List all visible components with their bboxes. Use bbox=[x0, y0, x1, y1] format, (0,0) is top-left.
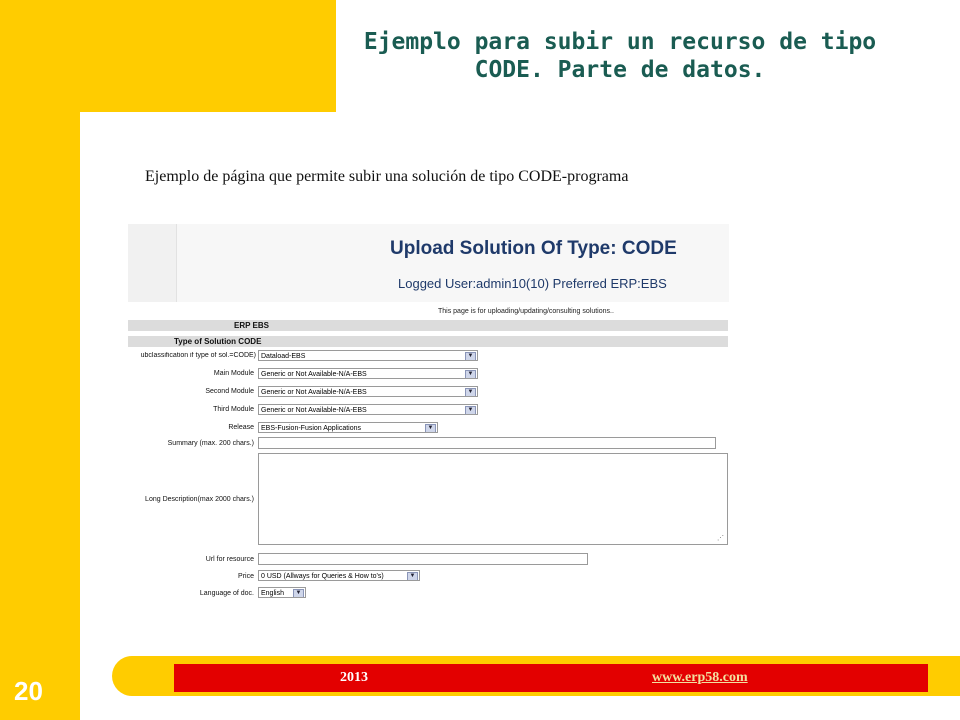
long-description-label: Long Description(max 2000 chars.) bbox=[145, 496, 254, 503]
slide-title-line2: CODE. Parte de datos. bbox=[474, 57, 766, 83]
release-label: Release bbox=[228, 424, 254, 431]
upload-form-screenshot bbox=[128, 224, 728, 602]
language-label: Language of doc. bbox=[199, 590, 254, 597]
main-module-select[interactable] bbox=[258, 368, 478, 379]
summary-label: Summary (max. 200 chars.) bbox=[167, 440, 254, 447]
url-label: Url for resource bbox=[205, 556, 254, 563]
slide-title bbox=[340, 28, 900, 84]
type-bar bbox=[128, 336, 728, 347]
price-select[interactable] bbox=[258, 570, 420, 581]
language-value: English bbox=[261, 590, 284, 597]
third-module-value: Generic or Not Available-N/A-EBS bbox=[261, 407, 367, 414]
footer-year: 2013 bbox=[340, 670, 368, 685]
slide-subtitle: Ejemplo de página que permite subir una solución de tipo CODE-programa bbox=[145, 168, 629, 185]
long-description-textarea[interactable] bbox=[258, 453, 728, 545]
chevron-down-icon: ▼ bbox=[465, 352, 476, 361]
chevron-down-icon: ▼ bbox=[425, 424, 436, 433]
second-module-select[interactable] bbox=[258, 386, 478, 397]
upload-header bbox=[128, 224, 728, 302]
release-select[interactable] bbox=[258, 422, 438, 433]
language-select[interactable] bbox=[258, 587, 306, 598]
slide-number: 20 bbox=[14, 676, 43, 706]
slide-title-line1: Ejemplo para subir un recurso de tipo bbox=[363, 29, 877, 55]
type-bar-label: Type of Solution CODE bbox=[174, 337, 262, 346]
subclass-label: ubclassification if type of sol.=CODE) bbox=[140, 352, 256, 359]
footer-red-band bbox=[174, 664, 928, 692]
chevron-down-icon: ▼ bbox=[465, 406, 476, 415]
summary-input[interactable] bbox=[258, 437, 716, 449]
chevron-down-icon: ▼ bbox=[407, 572, 418, 581]
footer-website-link[interactable]: www.erp58.com bbox=[652, 670, 748, 685]
third-module-select[interactable] bbox=[258, 404, 478, 415]
third-module-label: Third Module bbox=[213, 406, 254, 413]
erp-bar bbox=[128, 320, 728, 331]
price-label: Price bbox=[238, 573, 254, 580]
main-module-label: Main Module bbox=[213, 370, 254, 377]
second-module-label: Second Module bbox=[205, 388, 254, 395]
price-value: 0 USD (Allways for Queries & How to's) bbox=[261, 573, 384, 580]
upload-title: Upload Solution Of Type: CODE bbox=[390, 238, 677, 259]
url-input[interactable] bbox=[258, 553, 588, 565]
logged-user-line: Logged User:admin10(10) Preferred ERP:EBS bbox=[398, 276, 667, 291]
subclass-value: Dataload-EBS bbox=[261, 353, 306, 360]
main-module-value: Generic or Not Available-N/A-EBS bbox=[261, 371, 367, 378]
top-accent-block bbox=[0, 0, 336, 112]
chevron-down-icon: ▼ bbox=[293, 589, 304, 598]
resize-grip-icon[interactable]: ⋰ bbox=[717, 535, 724, 542]
release-value: EBS-Fusion-Fusion Applications bbox=[261, 425, 361, 432]
erp-bar-label: ERP EBS bbox=[234, 321, 269, 330]
second-module-value: Generic or Not Available-N/A-EBS bbox=[261, 389, 367, 396]
upload-note: This page is for uploading/updating/consulting solutions.. bbox=[438, 308, 614, 315]
chevron-down-icon: ▼ bbox=[465, 370, 476, 379]
subclass-select[interactable] bbox=[258, 350, 478, 361]
chevron-down-icon: ▼ bbox=[465, 388, 476, 397]
